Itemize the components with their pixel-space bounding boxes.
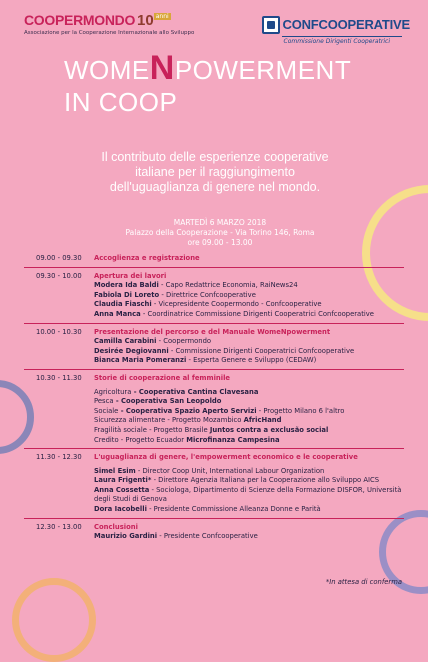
speaker-role: - Vicepresidente Coopermondo - Confcooperative (151, 300, 322, 309)
story-detail: - Progetto Milano 6 l'altro (256, 406, 345, 415)
title-part-powerment: POWERMENT (174, 55, 352, 85)
event-info (120, 218, 320, 248)
speaker-role: - Coordinatrice Commissione Dirigenti Cooperatrici Confcooperative (140, 309, 374, 318)
speaker-line (94, 476, 404, 486)
agenda-section-title: Storie di cooperazione al femminile (94, 373, 231, 382)
speaker-role: - Esperta Genere e Sviluppo (CEDAW) (186, 356, 317, 365)
story-line (94, 426, 404, 436)
coopermondo-logo (24, 10, 194, 36)
speaker-line (94, 300, 404, 310)
agenda-time: 10.30 - 11.30 (36, 373, 82, 382)
footnote: *In attesa di conferma (325, 578, 402, 586)
agenda-row (24, 518, 404, 545)
story-line (94, 397, 404, 407)
story-project: Microfinanza Campesina (186, 435, 280, 444)
speaker-line (94, 532, 404, 542)
speaker-line (94, 337, 404, 347)
speaker-role: - Sociologa, Dipartimento di Scienze della Formazione DISFOR, Università degli Studi di Genova (94, 485, 402, 504)
decorative-circle-orange (12, 578, 96, 662)
confcooperative-logo-subtitle: Commissione Dirigenti Cooperatrici (283, 37, 390, 45)
agenda-section-title: Apertura dei lavori (94, 271, 167, 280)
agenda-row (24, 369, 404, 448)
agenda (24, 250, 404, 545)
speaker-role: - Commissione Dirigenti Cooperatrici Confcooperative (168, 346, 355, 355)
speaker-role: - Presidente Confcooperative (157, 532, 258, 541)
speaker-role: - Director Coop Unit, International Labour Organization (135, 466, 325, 475)
agenda-row (24, 250, 404, 267)
title-part-wome: WOME (64, 55, 150, 85)
speaker-role: - Presidente Commissione Alleanza Donne e Parità (146, 505, 321, 514)
speaker-line (94, 356, 404, 366)
agenda-section-title: Conclusioni (94, 522, 138, 531)
subtitle-line-1: Il contributo delle esperienze cooperative (101, 150, 329, 164)
confcooperative-logo-name: CONFCOOPERATIVE (282, 17, 410, 32)
story-project: AfricHand (243, 416, 282, 425)
agenda-section-title: Accoglienza e registrazione (94, 254, 200, 262)
agenda-content (94, 254, 404, 264)
coopermondo-logo-subtitle: Associazione per la Cooperazione Internazionale allo Sviluppo (24, 30, 195, 36)
event-venue: Palazzo della Cooperazione - Via Torino 146, Roma (125, 228, 315, 237)
story-detail: - Progetto Brasile (146, 425, 210, 434)
story-project: - Cooperativa Spazio Aperto Servizi (118, 406, 257, 415)
agenda-content (94, 453, 404, 515)
agenda-row (24, 448, 404, 518)
story-line (94, 416, 404, 426)
story-sector: Agricoltura (94, 387, 132, 396)
story-sector: Sicurezza alimentare (94, 416, 166, 425)
speaker-role: - Coopermondo (156, 337, 212, 346)
speaker-name: Laura Frigenti* (94, 476, 152, 485)
speaker-line (94, 486, 404, 505)
subtitle-line-2: italiane per il raggiungimento (135, 165, 295, 179)
speaker-name: Desirée Degiovanni (94, 346, 169, 355)
agenda-time: 11.30 - 12.30 (36, 453, 82, 462)
speaker-name: Simel Esim (94, 466, 136, 475)
subtitle (40, 150, 390, 195)
coopermondo-logo-name: COOPERMONDO (24, 12, 136, 28)
coopermondo-logo-badge: anni (155, 13, 169, 20)
story-project: - Cooperativa San Leopoldo (113, 397, 222, 406)
story-detail: - Progetto Mozambico (165, 416, 244, 425)
speaker-role: - Direttore Agenzia Italiana per la Cooperazione allo Sviluppo AICS (151, 476, 380, 485)
speaker-line (94, 467, 404, 477)
speaker-name: Fabiola Di Loreto (94, 290, 160, 299)
speaker-name: Dora Iacobelli (94, 505, 147, 514)
speaker-name: Bianca Maria Pomeranzi (94, 356, 187, 365)
speaker-name: Anna Manca (94, 309, 141, 318)
speaker-name: Anna Cossetta (94, 485, 150, 494)
story-project: - Cooperativa Cantina Clavesana (131, 387, 259, 396)
title-line-2: IN COOP (64, 87, 178, 117)
speaker-line (94, 310, 404, 320)
story-detail: - Progetto Ecuador (118, 435, 187, 444)
story-line (94, 407, 404, 417)
speaker-line (94, 281, 404, 291)
agenda-content (94, 523, 404, 542)
speaker-role: - Capo Redattrice Economia, RaiNews24 (158, 281, 298, 290)
story-line (94, 388, 404, 398)
agenda-time: 09.30 - 10.00 (36, 271, 82, 280)
speaker-name: Camilla Carabini (94, 337, 157, 346)
speaker-name: Maurizio Gardini (94, 532, 158, 541)
header (0, 0, 428, 52)
agenda-time: 10.00 - 10.30 (36, 327, 82, 336)
title-letter-n: N (149, 49, 175, 87)
speaker-line (94, 505, 404, 515)
story-sector: Fragilità sociale (94, 425, 147, 434)
coopermondo-logo-ten: 10 (137, 12, 154, 29)
event-hours: ore 09.00 - 13.00 (187, 238, 253, 247)
subtitle-line-3: dell'uguaglianza di genere nel mondo. (109, 180, 321, 194)
speaker-role: - Direttrice Confcooperative (159, 290, 256, 299)
agenda-content (94, 328, 404, 366)
event-date: MARTEDÌ 6 MARZO 2018 (173, 218, 267, 227)
story-sector: Credito (94, 435, 119, 444)
confcooperative-mark-icon (262, 16, 280, 34)
story-sector: Sociale (94, 406, 119, 415)
agenda-content (94, 374, 404, 445)
agenda-time: 12.30 - 13.00 (36, 522, 82, 531)
agenda-content (94, 272, 404, 320)
story-project: Juntos contra a exclusão social (209, 425, 329, 434)
agenda-row (24, 323, 404, 369)
speaker-name: Modera Ida Baldi (94, 281, 159, 290)
speaker-line (94, 347, 404, 357)
logo-divider (282, 36, 402, 37)
story-line (94, 436, 404, 446)
agenda-row (24, 267, 404, 323)
story-sector: Pesca (94, 397, 114, 406)
speaker-line (94, 291, 404, 301)
agenda-section-title: Presentazione del percorso e del Manuale WomeNpowerment (94, 327, 331, 336)
agenda-time: 09.00 - 09.30 (36, 254, 82, 262)
agenda-section-title: L'uguaglianza di genere, l'empowerment economico e le cooperative (94, 453, 358, 462)
page-title (64, 49, 394, 118)
title-line-1 (64, 49, 394, 87)
speaker-name: Claudia Fiaschi (94, 300, 152, 309)
confcooperative-logo (262, 14, 411, 45)
